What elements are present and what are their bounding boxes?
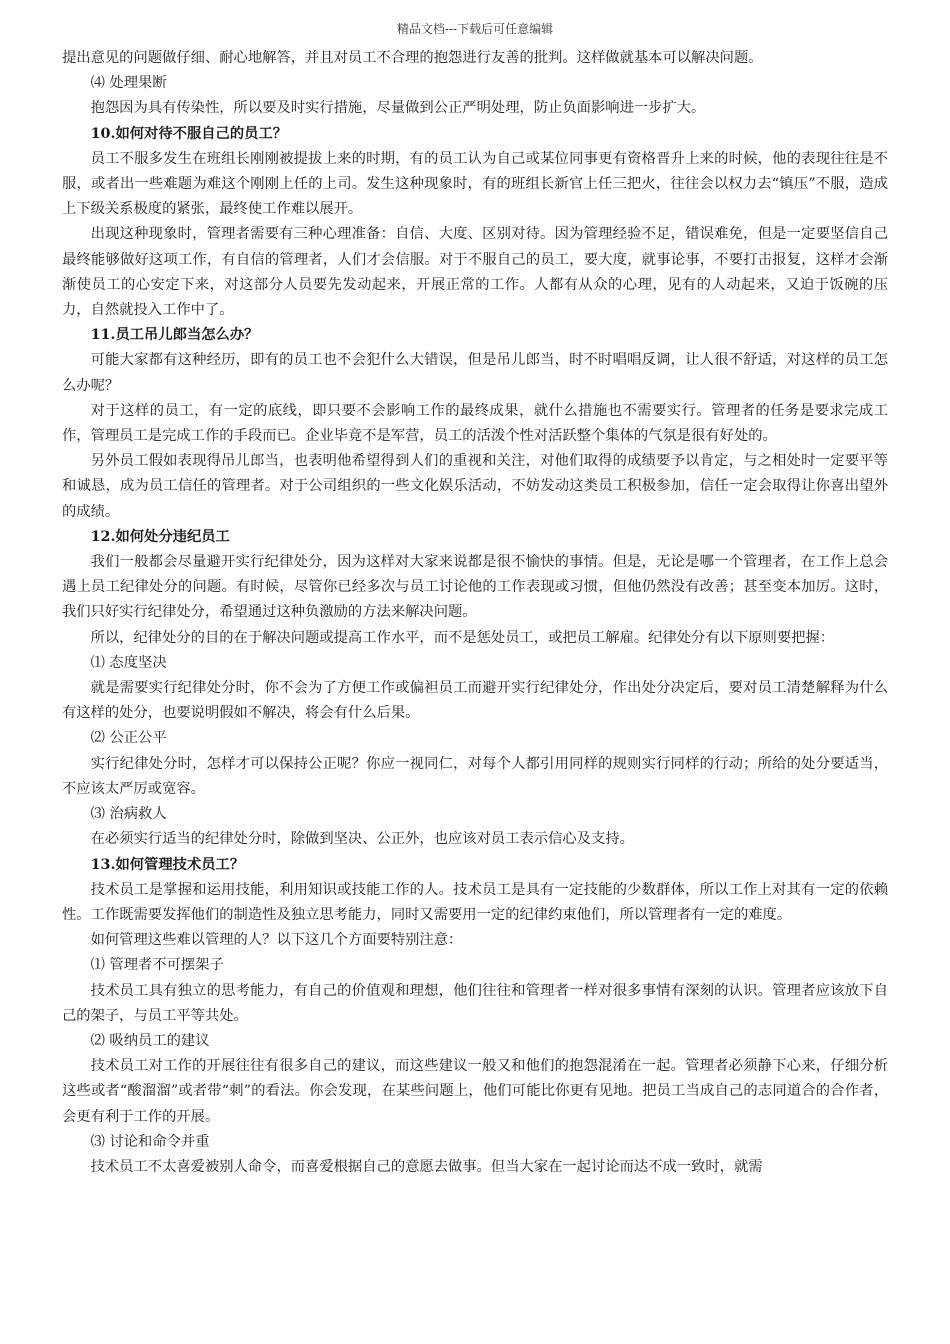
body-paragraph: 如何管理这些难以管理的人？以下这几个方面要特别注意： [90, 932, 463, 949]
page-header: 精品文档---下载后可任意编辑 [396, 22, 554, 36]
body-paragraph: 技术员工具有独立的思考能力，有自己的价值观和理想，他们往往和管理者一样对很多事情有深刻的认识。管理者应该放下自己的架子，与员工平等共处。 [62, 982, 888, 1024]
body-paragraph: 另外员工假如表现得吊儿郎当，也表明他希望得到人们的重视和关注，对他们取得的成绩要予以肯定，与之相处时一定要平等和诚恳，成为员工信任的管理者。对于公司组织的一些文化娱乐活动，不妨发动这类员工积极参加，信任一定会取得让你喜出望外的成绩。 [62, 453, 888, 520]
body-paragraph: 抱怨因为具有传染性，所以要及时实行措施，尽量做到公正严明处理，防止负面影响进一步扩大。 [90, 100, 706, 117]
subsection-heading: ⑵ 公正公平 [90, 730, 167, 747]
body-paragraph: 实行纪律处分时，怎样才可以保持公正呢？你应一视同仁，对每个人都引用同样的规则实行同样的行动；所给的处分要适当，不应该太严厉或宽容。 [62, 755, 888, 797]
subsection-heading: ⑶ 治病救人 [90, 806, 167, 823]
subsection-heading: ⑵ 吸纳员工的建议 [90, 1032, 210, 1049]
body-paragraph: 出现这种现象时，管理者需要有三种心理准备：自信、大度、区别对待。因为管理经验不足，错误难免，但是一定要坚信自己最终能够做好这项工作，有自信的管理者，人们才会信服。对于不服自己的员工，要大度，就事论事，不要打击报复，这样才会渐渐使员工的心安定下来，对这部分人员要先发动起来，开展正常的工作。人都有从众的心理，见有的人动起来，又迫于饭碗的压力，自然就投入工作中了。 [62, 226, 888, 319]
body-paragraph: 提出意见的问题做仔细、耐心地解答，并且对员工不合理的抱怨进行友善的批判。这样做就基本可以解决问题。 [62, 50, 763, 66]
section-heading: 11.员工吊儿郎当怎么办？ [90, 327, 259, 344]
body-paragraph: 对于这样的员工，有一定的底线，即只要不会影响工作的最终成果，就什么措施也不需要实行。管理者的任务是要求完成工作，管理员工是完成工作的手段而已。企业毕竟不是军营，员工的活泼个性对活跃整个集体的气氛是很有好处的。 [62, 402, 888, 445]
body-paragraph: 技术员工对工作的开展往往有很多自己的建议，而这些建议一般又和他们的抱怨混淆在一起。管理者必须静下心来，仔细分析这些或者“酸溜溜”或者带“刺”的看法。你会发现，在某些问题上，他们可能比你更有见地。把员工当成自己的志同道合的合作者，会更有利于工作的开展。 [62, 1058, 888, 1125]
subsection-heading: ⑶ 讨论和命令并重 [90, 1133, 210, 1150]
document-body [62, 46, 888, 1180]
body-paragraph: 可能大家都有这种经历，即有的员工也不会犯什么大错误，但是吊儿郎当，时不时唱唱反调，让人很不舒适，对这样的员工怎么办呢？ [62, 352, 888, 394]
body-paragraph: 技术员工不太喜爱被别人命令，而喜爱根据自己的意愿去做事。但当大家在一起讨论而达不成一致时，就需 [90, 1158, 763, 1175]
body-paragraph: 所以，纪律处分的目的在于解决问题或提高工作水平，而不是惩处员工，或把员工解雇。纪律处分有以下原则要把握： [90, 629, 835, 646]
section-heading: 10.如何对待不服自己的员工？ [90, 125, 288, 142]
subsection-heading: ⑴ 态度坚决 [90, 654, 167, 671]
body-paragraph: 我们一般都会尽量避开实行纪律处分，因为这样对大家来说都是很不愉快的事情。但是，无论是哪一个管理者，在工作上总会遇上员工纪律处分的问题。有时候，尽管你已经多次与员工讨论他的工作表现或习惯，但他仍然没有改善；甚至变本加厉。这时，我们只好实行纪律处分，希望通过这种负激励的方法来解决问题。 [62, 554, 888, 621]
body-paragraph: 员工不服多发生在班组长刚刚被提拔上来的时期，有的员工认为自己或某位同事更有资格晋升上来的时候，他的表现往往是不服，或者出一些难题为难这个刚刚上任的上司。发生这种现象时，有的班组长新官上任三把火，往往会以权力去“镇压”不服，造成上下级关系极度的紧张，最终使工作难以展开。 [62, 150, 888, 218]
body-paragraph: 在必须实行适当的纪律处分时，除做到坚决、公正外，也应该对员工表示信心及支持。 [90, 831, 634, 848]
body-paragraph: 技术员工是掌握和运用技能，利用知识或技能工作的人。技术员工是具有一定技能的少数群体，所以工作上对其有一定的依赖性。工作既需要发挥他们的制造性及独立思考能力，同时又需要用一定的纪律约束他们，所以管理者有一定的难度。 [62, 881, 888, 923]
subsection-heading: ⑴ 管理者不可摆架子 [90, 957, 224, 974]
section-heading: 13.如何管理技术员工？ [90, 856, 245, 873]
section-heading: 12.如何处分违纪员工 [90, 528, 230, 545]
body-paragraph: 就是需要实行纪律处分时，你不会为了方便工作或偏袒员工而避开实行纪律处分，作出处分决定后，要对员工清楚解释为什么有这样的处分，也要说明假如不解决，将会有什么后果。 [62, 680, 888, 722]
subsection-heading: ⑷ 处理果断 [90, 75, 167, 92]
